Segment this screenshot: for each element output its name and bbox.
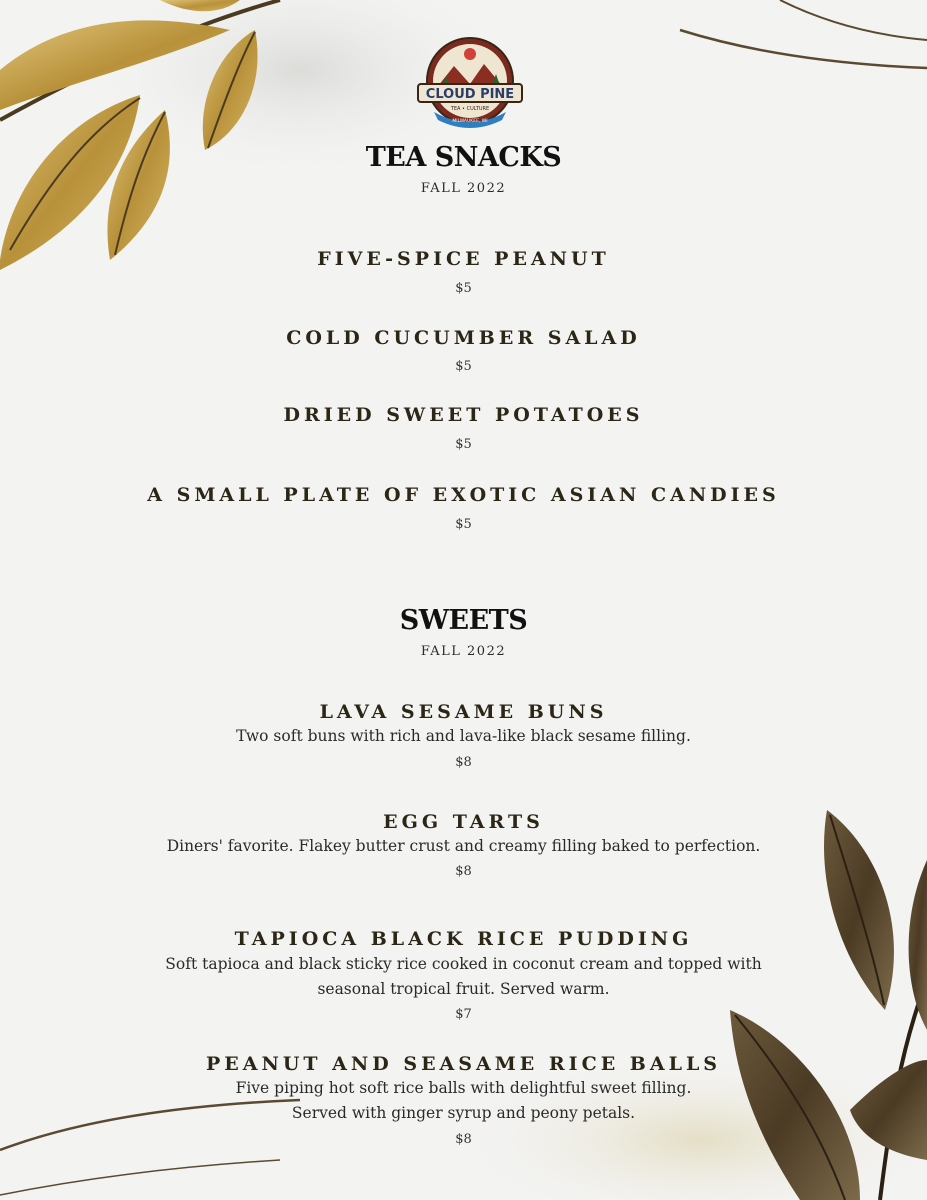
- menu-item-name: A SMALL PLATE OF EXOTIC ASIAN CANDIES: [147, 484, 780, 506]
- menu-item-name: COLD CUCUMBER SALAD: [286, 327, 641, 349]
- logo-brand-name: CLOUD PINE: [425, 87, 515, 102]
- menu-item-description: Diners' favorite. Flakey butter crust and creamy filling baked to perfection.: [166, 837, 761, 855]
- menu-item-description: Soft tapioca and black sticky rice cooked in coconut cream and topped with: [165, 955, 762, 973]
- menu-item-name: FIVE-SPICE PEANUT: [317, 248, 610, 270]
- menu-item-description: seasonal tropical fruit. Served warm.: [317, 980, 610, 998]
- tea-snacks-season: FALL 2022: [420, 181, 507, 196]
- logo-location: MILWAUKEE, WI: [452, 119, 488, 124]
- menu-item-description: Two soft buns with rich and lava-like black sesame filling.: [236, 727, 691, 745]
- menu-item-name: EGG TARTS: [383, 811, 544, 833]
- menu-item-price: $7: [455, 1007, 472, 1022]
- menu-item-name: TAPIOCA BLACK RICE PUDDING: [234, 928, 693, 950]
- menu-item-price: $5: [455, 281, 472, 296]
- menu-item-description: Served with ginger syrup and peony petals.: [291, 1104, 636, 1122]
- thin-stem-lines: [680, 0, 927, 68]
- tea-snacks-title: TEA SNACKS: [365, 142, 562, 173]
- cloud-pine-logo: [414, 36, 526, 130]
- menu-item-price: $8: [455, 1132, 472, 1147]
- logo-tagline: TEA • CULTURE: [450, 106, 490, 112]
- menu-item-price: $5: [455, 517, 472, 532]
- menu-item-price: $5: [455, 359, 472, 374]
- menu-item-name: DRIED SWEET POTATOES: [283, 404, 644, 426]
- menu-item-price: $8: [455, 864, 472, 879]
- menu-item-name: PEANUT AND SEASAME RICE BALLS: [205, 1053, 722, 1075]
- menu-item-description: Five piping hot soft rice balls with delightful sweet filling.: [235, 1079, 692, 1097]
- sweets-season: FALL 2022: [420, 644, 507, 659]
- menu-item-price: $5: [455, 437, 472, 452]
- menu-item-name: LAVA SESAME BUNS: [319, 701, 608, 723]
- menu-item-price: $8: [455, 755, 472, 770]
- sweets-title: SWEETS: [399, 605, 528, 636]
